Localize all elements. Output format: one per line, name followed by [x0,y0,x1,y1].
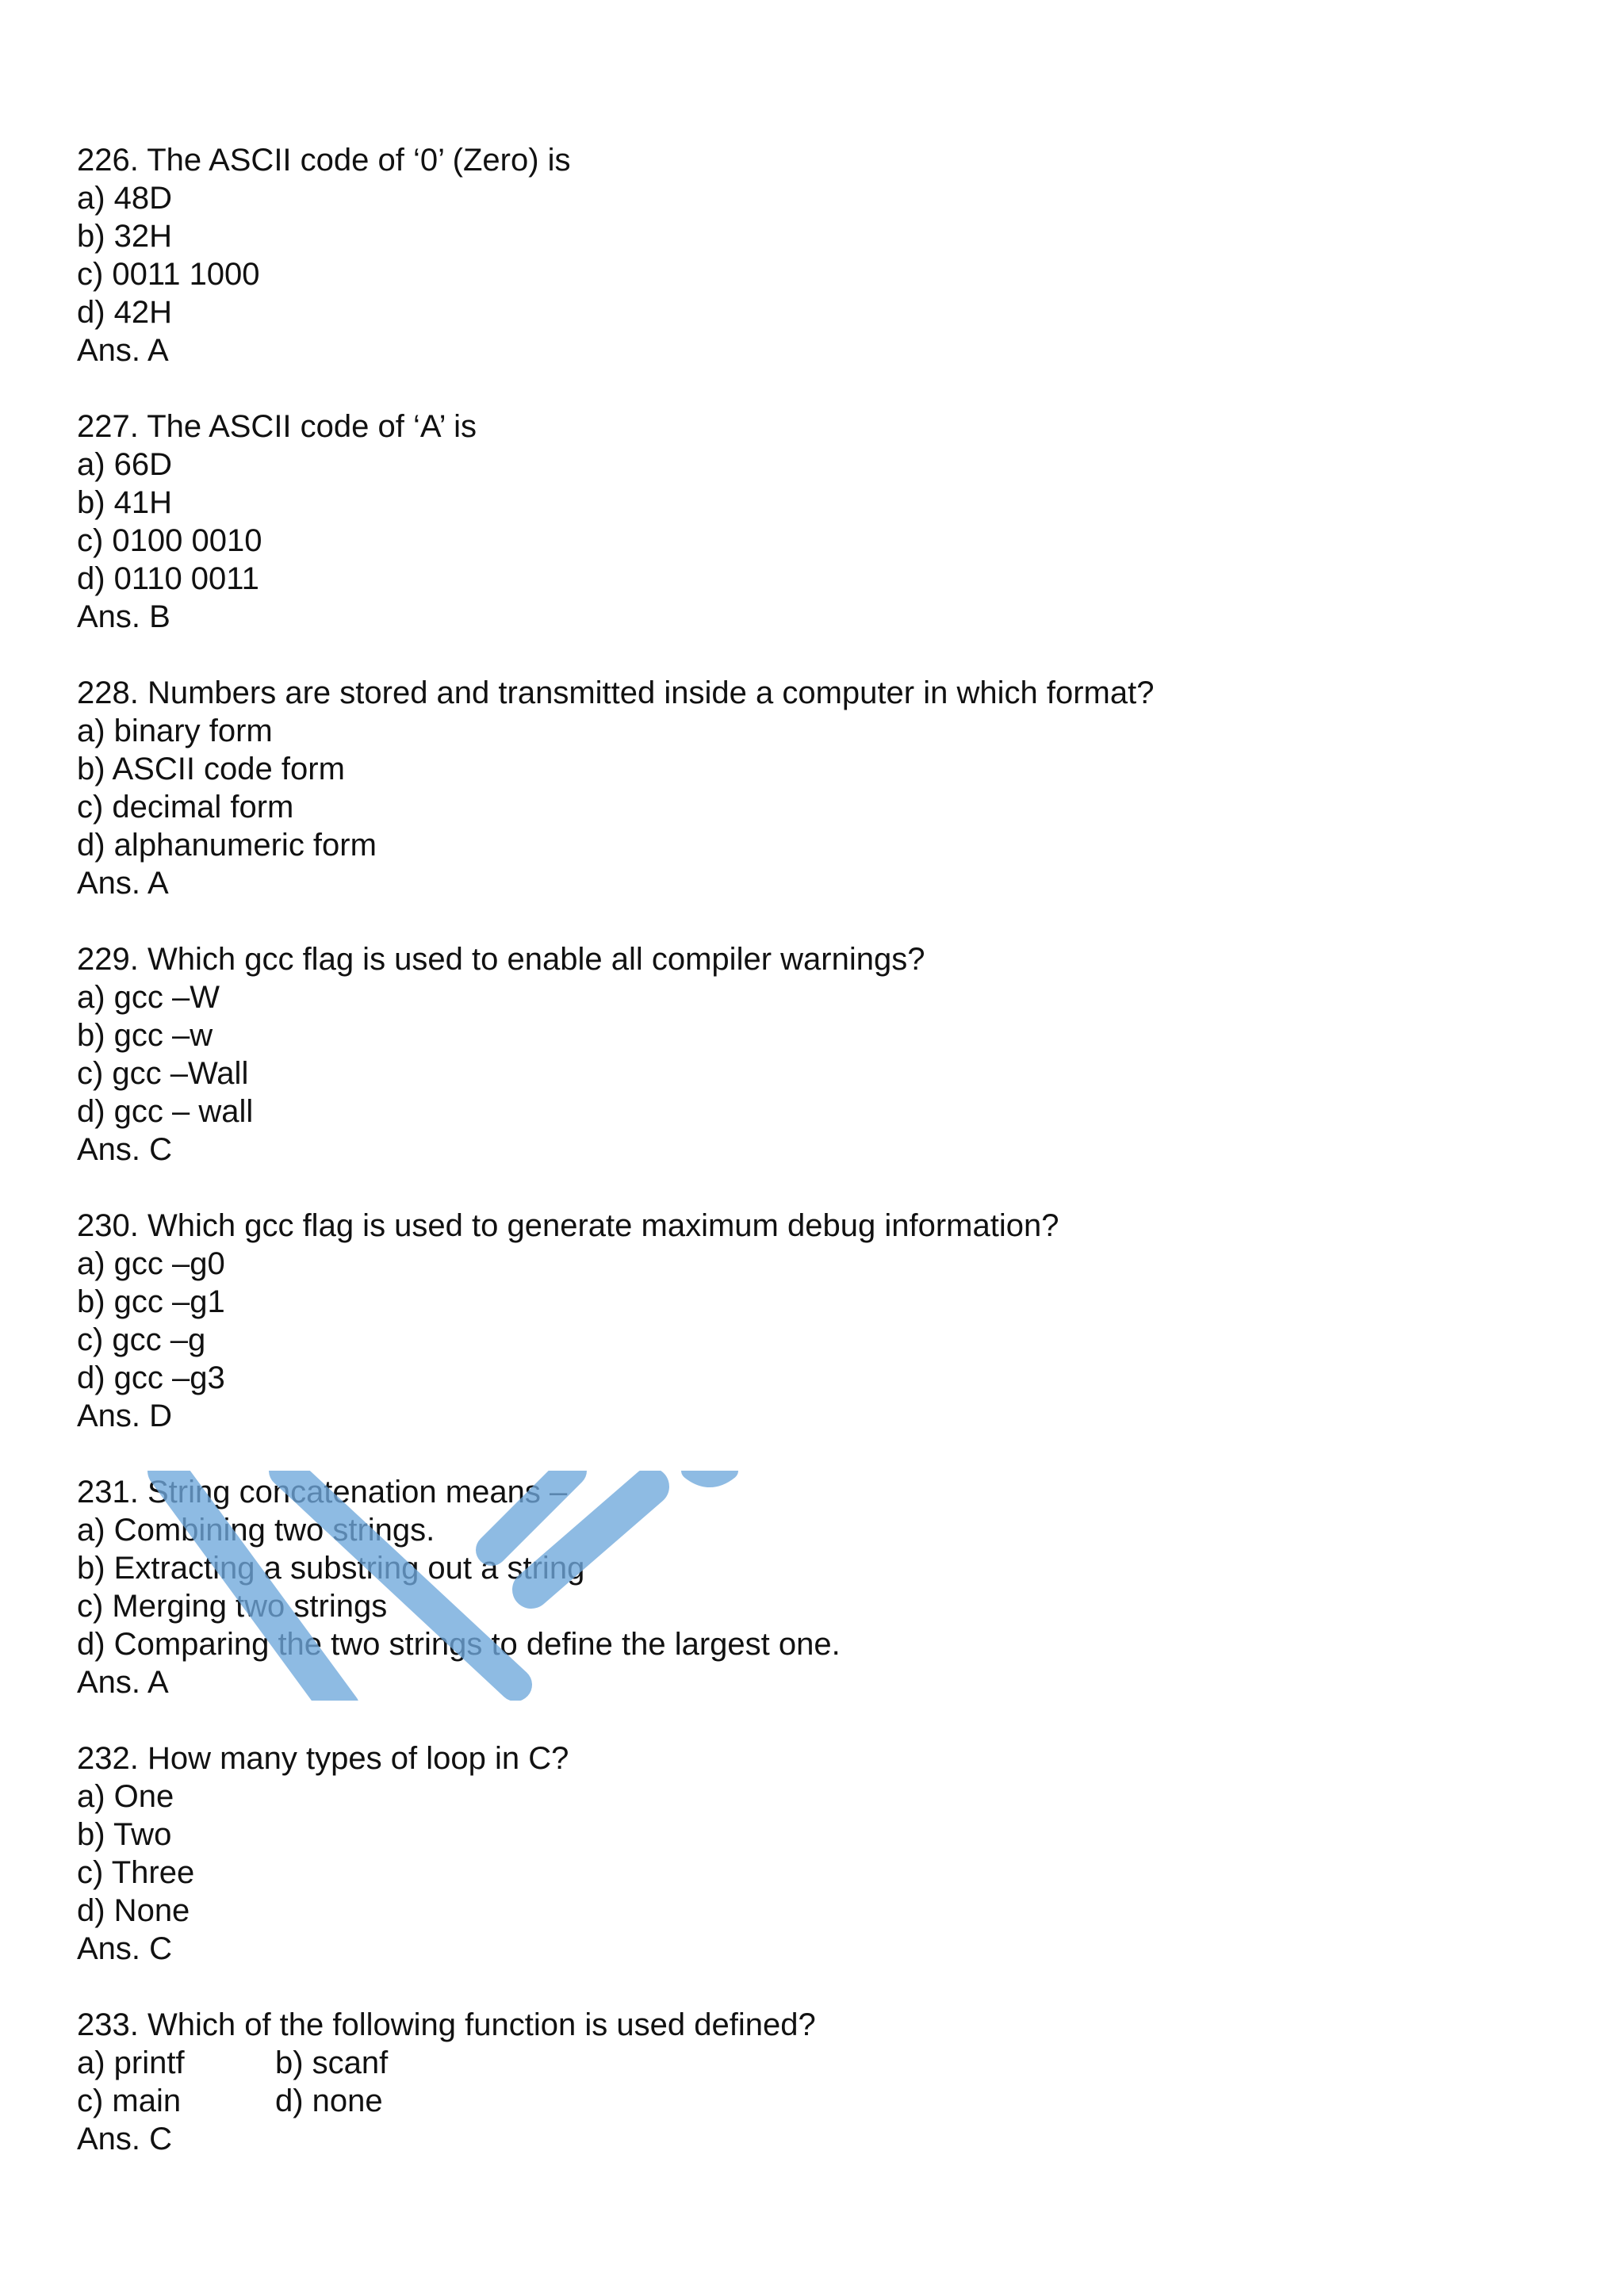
question-233 [77,2006,1544,2158]
option-c: c) gcc –Wall [77,1056,249,1091]
option-a: a) Combining two strings. [77,1513,435,1548]
option-c: c) Three [77,1855,195,1890]
option-c: c) main [77,2084,182,2118]
option-d: d) alphanumeric form [77,828,377,863]
option-c: c) decimal form [77,790,294,825]
question-text: 232. How many types of loop in C? [77,1741,569,1776]
option-b: b) ASCII code form [77,752,345,786]
option-a: a) gcc –W [77,980,220,1015]
question-list [77,141,1544,2196]
option-a: a) 48D [77,181,173,216]
answer: Ans. B [77,599,170,634]
option-d: d) gcc – wall [77,1094,254,1129]
option-b: b) 32H [77,219,173,254]
answer: Ans. C [77,2122,173,2156]
option-b: b) gcc –w [77,1018,213,1053]
question-text: 227. The ASCII code of ‘A’ is [77,409,477,444]
question-text: 233. Which of the following function is used defined? [77,2007,816,2042]
answer: Ans. A [77,333,169,368]
question-229 [77,940,1544,1169]
option-row [77,2044,1544,2082]
question-228 [77,674,1544,902]
option-c: c) Merging two strings [77,1589,388,1624]
answer: Ans. A [77,866,169,901]
option-row [77,2082,1544,2120]
option-d: d) 0110 0011 [77,561,259,596]
option-d: d) none [275,2084,383,2118]
option-b: b) gcc –g1 [77,1284,225,1319]
question-232 [77,1739,1544,1968]
option-b: b) Two [77,1817,172,1852]
answer: Ans. C [77,1132,173,1167]
question-text: 228. Numbers are stored and transmitted inside a computer in which format? [77,675,1155,710]
question-text: 231. String concatenation means – [77,1475,568,1510]
answer: Ans. A [77,1665,169,1700]
option-d: d) gcc –g3 [77,1360,225,1395]
option-b: b) scanf [275,2045,389,2080]
option-d: d) Comparing the two strings to define the largest one. [77,1627,841,1662]
question-text: 230. Which gcc flag is used to generate maximum debug information? [77,1208,1059,1243]
question-226 [77,141,1544,369]
option-b: b) 41H [77,485,173,520]
answer: Ans. C [77,1931,173,1966]
option-a: a) printf [77,2045,185,2080]
answer: Ans. D [77,1399,173,1433]
option-a: a) One [77,1779,174,1814]
option-b: b) Extracting a substring out a string [77,1551,585,1586]
question-230 [77,1207,1544,1435]
question-231 [77,1473,1544,1701]
option-a: a) gcc –g0 [77,1246,225,1281]
option-a: a) 66D [77,447,173,482]
option-c: c) 0011 1000 [77,257,260,292]
option-d: d) 42H [77,295,173,330]
question-text: 226. The ASCII code of ‘0’ (Zero) is [77,143,571,178]
question-227 [77,408,1544,636]
option-c: c) gcc –g [77,1322,206,1357]
option-c: c) 0100 0010 [77,523,262,558]
question-text: 229. Which gcc flag is used to enable all compiler warnings? [77,942,925,977]
option-a: a) binary form [77,714,273,748]
option-d: d) None [77,1893,190,1928]
